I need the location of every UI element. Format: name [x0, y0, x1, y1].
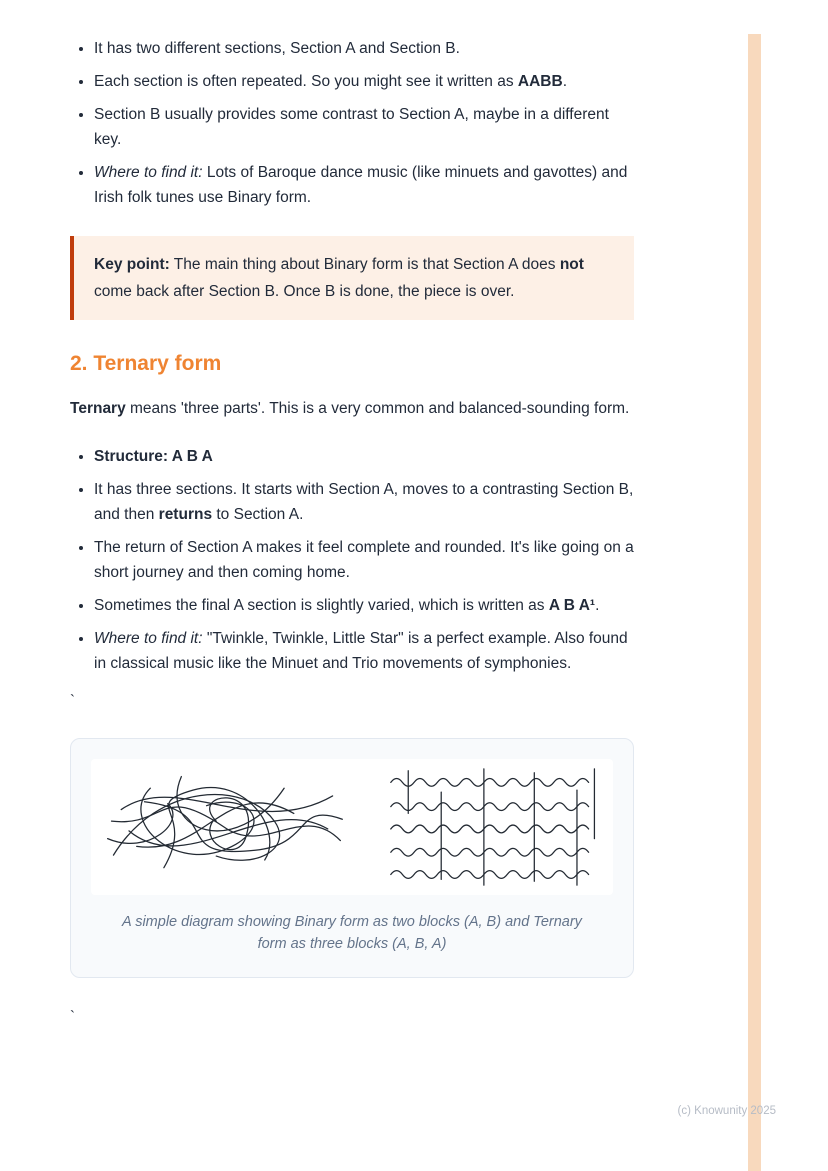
- figure-image: [91, 759, 613, 895]
- bullet-item: • The return of Section A makes it feel complete and rounded. It's like going on a short journey and then coming home.: [94, 535, 634, 585]
- bullet-item: • Structure: A B A: [94, 444, 634, 469]
- bullet-item: • Where to find it: Lots of Baroque dance music (like minuets and gavottes) and Irish folk tunes use Binary form.: [94, 160, 634, 210]
- ternary-intro-paragraph: Ternary means 'three parts'. This is a very common and balanced-sounding form.: [70, 400, 630, 417]
- stray-backtick: `: [70, 692, 75, 709]
- bullet-item: • Where to find it: "Twinkle, Twinkle, Little Star" is a perfect example. Also found in classical music like the Minuet and Trio movements of symphonies.: [94, 626, 634, 676]
- figure-card: [70, 738, 634, 978]
- bullet-item: • It has three sections. It starts with Section A, moves to a contrasting Section B, and then returns to Section A.: [94, 477, 634, 527]
- section-heading-ternary-form: 2. Ternary form: [70, 352, 222, 375]
- ternary-form-bullet-list: [70, 444, 634, 676]
- binary-form-bullet-list: [70, 36, 634, 210]
- stray-backtick: `: [70, 1008, 75, 1025]
- page-side-stripe: [748, 34, 761, 1171]
- bullet-item: • Each section is often repeated. So you might see it written as AABB.: [94, 69, 634, 94]
- document-content: [70, 36, 634, 1026]
- copyright-notice: (c) Knowunity 2025: [677, 1105, 776, 1117]
- bullet-item: • Sometimes the final A section is slightly varied, which is written as A B A¹.: [94, 593, 634, 618]
- bullet-item: • Section B usually provides some contrast to Section A, maybe in a different key.: [94, 102, 634, 152]
- figure-sketch-drawing: [93, 763, 611, 891]
- key-point-callout: [70, 236, 634, 320]
- figure-caption: A simple diagram showing Binary form as two blocks (A, B) and Ternary form as three blocks (A, B, A): [122, 914, 582, 952]
- bullet-item: • It has two different sections, Section A and Section B.: [94, 36, 634, 61]
- key-point-text: Key point: The main thing about Binary form is that Section A does not come back after Section B. Once B is done, the piece is over.: [94, 256, 584, 300]
